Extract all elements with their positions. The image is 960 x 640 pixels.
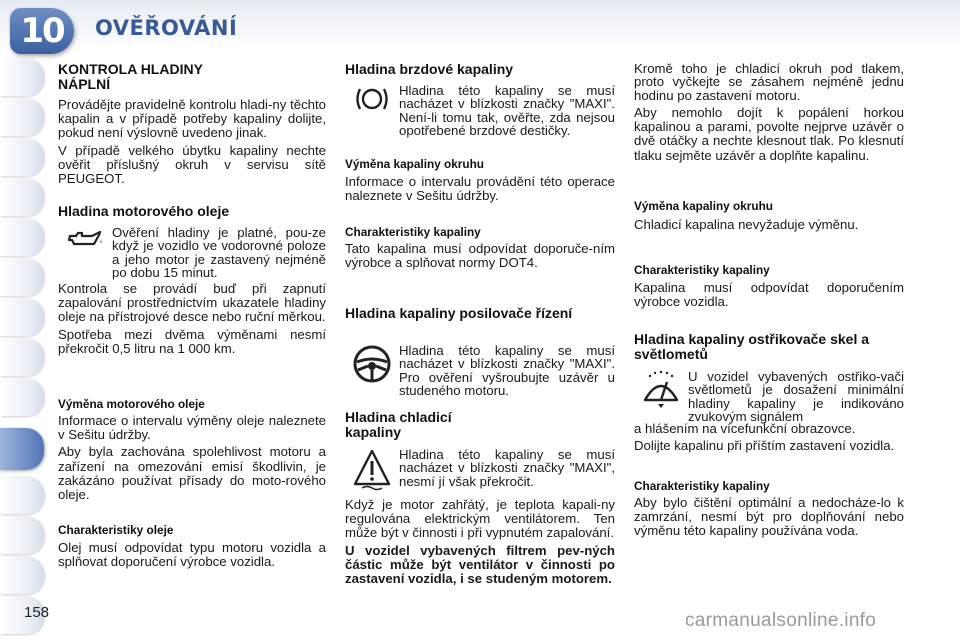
- brake-icon-note: Hladina této kapaliny se musí nacházet v blízkosti značky "MAXI". Není-li tomu tak, ověřte, zda nejsou opotřebené brzdové destičky.: [399, 83, 615, 139]
- intro-paragraph-1: Provádějte pravidelně kontrolu hladi-ny těchto kapalin a v případě potřeby kapaliny dolijte, pokud není výslovně uvedeno jinak.: [58, 97, 326, 141]
- coolant-icon-note: Hladina této kapaliny se musí nacházet v blízkosti značky "MAXI", nesmí jí však překročit.: [399, 447, 615, 489]
- oil-consumption-text: Spotřeba mezi dvěma výměnami nesmí překročit 0,5 litru na 1 000 km.: [58, 326, 326, 356]
- side-tab-2[interactable]: [0, 98, 44, 136]
- side-tab-1[interactable]: [0, 58, 44, 96]
- section-title-fluid-levels: KONTROLA HLADINY NÁPLNÍ: [58, 61, 203, 92]
- watermark: carmanualsonline.info: [685, 610, 877, 631]
- heading-brake-spec: Charakteristiky kapaliny: [345, 225, 481, 239]
- coolant-burn-warning-text: Aby nemohlo dojít k popálení horkou kapalinou a parami, povolte nejprve uzávěr o dvě otáčky a nechte klesnout tlak. Po klesnutí tlaku sejměte uzávěr a doplňte kapalinu.: [634, 105, 904, 163]
- page-number: 158: [24, 604, 50, 621]
- heading-oil-spec: Charakteristiky oleje: [58, 523, 174, 537]
- side-tab-7[interactable]: [0, 298, 44, 336]
- washer-text-continued: a hlášením na vícefunkční obrazovce.: [634, 421, 856, 436]
- intro-paragraph-2: V případě velkého úbytku kapaliny nechte ověřit příslušný okruh v servisu sítě PEUGEOT.: [58, 142, 326, 187]
- brake-spec-text: Tato kapalina musí odpovídat doporuče-ním výrobce a splňovat normy DOT4.: [345, 241, 615, 271]
- heading-power-steering: Hladina kapaliny posilovače řízení: [345, 305, 573, 321]
- heading-engine-oil: Hladina motorového oleje: [58, 203, 230, 219]
- oil-spec-text: Olej musí odpovídat typu motoru vozidla a splňovat doporučení výrobce vozidla.: [58, 540, 326, 570]
- heading-brake-change: Výměna kapaliny okruhu: [345, 157, 484, 171]
- heading-coolant: Hladina chladicí kapaliny: [345, 409, 452, 440]
- coolant-fan-warning: U vozidel vybavených filtrem pev-ných částic může být ventilátor v činnosti po zastavení vozidla, i se studeným motorem.: [345, 542, 615, 587]
- brake-warning-icon: [345, 84, 399, 124]
- steering-wheel-icon: [345, 344, 399, 384]
- oil-level-check-text: Kontrola se provádí buď při zapnutí zapalování prostřednictvím ukazatele hladiny oleje na přístrojové desce nebo ruční měrkou.: [58, 281, 326, 325]
- chapter-tab: [10, 8, 74, 54]
- side-tab-12[interactable]: [0, 516, 44, 554]
- side-tab-10-active[interactable]: [0, 428, 44, 470]
- page-title: OVĚŘOVÁNÍ: [95, 16, 238, 40]
- side-tab-11[interactable]: [0, 476, 44, 514]
- oil-change-text-1: Informace o intervalu výměny oleje naleznete v Sešitu údržby.: [58, 413, 326, 443]
- side-tab-6[interactable]: [0, 258, 44, 296]
- steering-icon-note: Hladina této kapaliny se musí nacházet v blízkosti značky "MAXI". Pro ověření vyšroubujte uzávěr u studeného motoru.: [399, 343, 615, 399]
- oil-icon-note: Ověření hladiny je platné, pou-ze když je vozidlo ve vodorovné poloze a jeho motor je zastavený nejméně po dobu 15 minut.: [112, 225, 326, 281]
- heading-washer-spec: Charakteristiky kapaliny: [634, 479, 770, 493]
- heading-coolant-spec: Charakteristiky kapaliny: [634, 263, 770, 277]
- side-tab-3[interactable]: [0, 138, 44, 176]
- heading-oil-change: Výměna motorového oleje: [58, 397, 205, 411]
- side-tab-9[interactable]: [0, 378, 44, 416]
- washer-refill-text: Dolijte kapalinu při příštím zastavení vozidla.: [634, 438, 895, 454]
- hot-coolant-warning-icon: [345, 448, 399, 488]
- coolant-spec-text: Kapalina musí odpovídat doporučením výrobce vozidla.: [634, 280, 904, 310]
- side-tab-5[interactable]: [0, 218, 44, 256]
- side-tab-13[interactable]: [0, 556, 44, 594]
- coolant-fan-text: Když je motor zahřátý, je teplota kapali-ny regulována elektrickým ventilátorem. Ten může být v činnosti i při vypnutém zapalování.: [345, 497, 615, 541]
- washer-spec-text: Aby bylo čištění optimální a nedocháze-lo k zamrzání, nesmí být pro doplňování nebo výměnu této kapaliny používána voda.: [634, 495, 904, 539]
- washer-fluid-icon: [634, 370, 688, 410]
- chapter-number: 10: [20, 11, 64, 51]
- heading-washer-fluid: Hladina kapaliny ostřikovače skel a světlometů: [634, 331, 870, 362]
- oil-change-text-2: Aby byla zachována spolehlivost motoru a zařízení na omezování emisí škodlivin, je zakázáno používat přísady do moto-rového oleje.: [58, 444, 326, 503]
- side-tab-4[interactable]: [0, 178, 44, 216]
- heading-coolant-change: Výměna kapaliny okruhu: [634, 199, 773, 213]
- heading-brake-fluid: Hladina brzdové kapaliny: [345, 61, 514, 77]
- coolant-change-text: Chladicí kapalina nevyžaduje výměnu.: [634, 217, 859, 232]
- coolant-pressure-text: Kromě toho je chladicí okruh pod tlakem, proto vyčkejte se zásahem nejméně jednu hodinu po zastavení motoru.: [634, 61, 904, 103]
- oil-can-icon: [58, 226, 112, 266]
- side-tab-8[interactable]: [0, 338, 44, 376]
- brake-change-text: Informace o intervalu provádění této operace naleznete v Sešitu údržby.: [345, 174, 615, 204]
- washer-icon-note: U vozidel vybavených ostřiko-vači světlometů je dosažení minimální hladiny kapaliny je indikováno zvukovým signálem: [688, 369, 904, 425]
